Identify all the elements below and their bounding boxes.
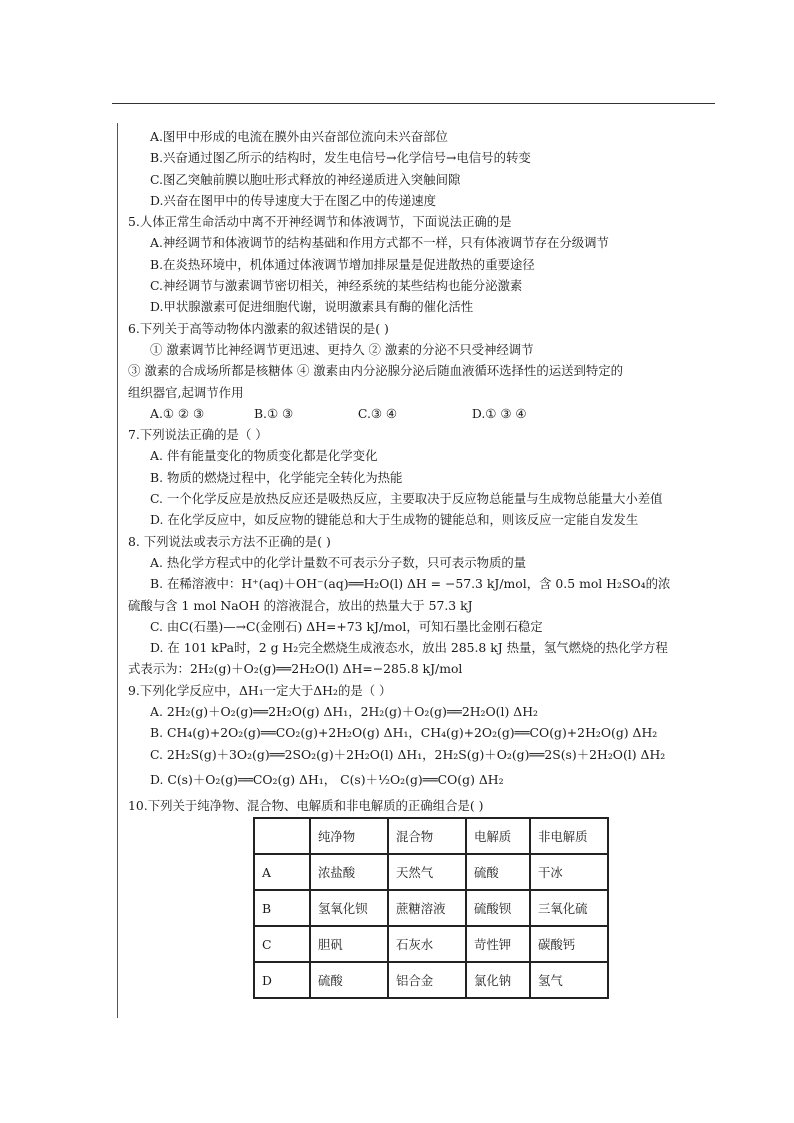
- question-8: 8. 下列说法或表示方法不正确的是( ): [128, 533, 331, 549]
- table-cell: D: [254, 962, 310, 998]
- table-cell: 三氧化硫: [530, 890, 608, 926]
- text-line: D. C(s)＋O₂(g)══CO₂(g) ΔH₁， C(s)＋½O₂(g)══CO(g) ΔH₂: [150, 771, 504, 787]
- table-row: [254, 890, 608, 926]
- text-line: C. 由C(石墨)—→C(金刚石) ΔH=+73 kJ/mol，可知石墨比金刚石稳定: [150, 618, 543, 634]
- q6-choice-c: C.③ ④: [357, 405, 398, 421]
- text-line: D.兴奋在图甲中的传导速度大于在图乙中的传递速度: [150, 192, 437, 208]
- question-6: 6.下列关于高等动物体内激素的叙述错误的是( ): [128, 320, 389, 336]
- text-line: 式表示为：2H₂(g)＋O₂(g)══2H₂O(l) ΔH=−285.8 kJ/mol: [128, 661, 463, 677]
- q6-choices: [128, 403, 718, 424]
- table-cell: A: [254, 854, 310, 890]
- text-line: D. 在化学反应中，如反应物的键能总和大于生成物的键能总和，则该反应一定能自发发生: [150, 512, 639, 528]
- text-line: B. 物质的燃烧过程中，化学能完全转化为热能: [150, 469, 403, 485]
- table-cell: 电解质: [466, 818, 530, 854]
- text-line: C. 2H₂S(g)＋3O₂(g)══2SO₂(g)＋2H₂O(l) ΔH₁，2H₂S(g)＋O₂(g)══2S(s)＋2H₂O(l) ΔH₂: [150, 746, 666, 762]
- table-cell: 硫酸钡: [466, 890, 530, 926]
- table-cell: 硫酸: [310, 962, 388, 998]
- text-line: B.在炎热环境中，机体通过体液调节增加排尿量是促进散热的重要途径: [150, 256, 535, 272]
- text-line: B.兴奋通过图乙所示的结构时，发生电信号→化学信号→电信号的转变: [150, 150, 531, 166]
- text-line: 组织器官,起调节作用: [128, 384, 244, 400]
- text-line: 硫酸与含 1 mol NaOH 的溶液混合，放出的热量大于 57.3 kJ: [128, 597, 473, 613]
- text-line: A. 热化学方程式中的化学计量数不可表示分子数，只可表示物质的量: [150, 554, 527, 570]
- table-cell: 氯化钠: [466, 962, 530, 998]
- text-line: A.图甲中形成的电流在膜外由兴奋部位流向未兴奋部位: [150, 129, 448, 144]
- top-rule: [112, 103, 715, 104]
- table-cell: B: [254, 890, 310, 926]
- q6-choice-a: A.① ② ③: [150, 405, 205, 421]
- table-cell: 氢气: [530, 962, 608, 998]
- table-cell: 碳酸钙: [530, 926, 608, 962]
- table-cell: 石灰水: [388, 926, 466, 962]
- text-line: A. 伴有能量变化的物质变化都是化学变化: [150, 448, 378, 464]
- answer-table: [253, 817, 609, 999]
- text-line: ① 激素调节比神经调节更迅速、更持久 ② 激素的分泌不只受神经调节: [150, 341, 534, 357]
- table-cell: 纯净物: [310, 818, 388, 854]
- table-cell: 混合物: [388, 818, 466, 854]
- table-row: [254, 962, 608, 998]
- text-line: B. 在稀溶液中：H⁺(aq)＋OH⁻(aq)══H₂O(l) ΔH = −57.3 kJ/mol，含 0.5 mol H₂SO₄的浓: [150, 576, 671, 592]
- table-cell: 硫酸: [466, 854, 530, 890]
- table-cell: 氢氧化钡: [310, 890, 388, 926]
- table-cell: 胆矾: [310, 926, 388, 962]
- table-cell: [254, 818, 310, 854]
- table-header-row: [254, 818, 608, 854]
- table-cell: 浓盐酸: [310, 854, 388, 890]
- table-cell: 蔗糖溶液: [388, 890, 466, 926]
- table-row: [254, 926, 608, 962]
- table-cell: 铝合金: [388, 962, 466, 998]
- table-cell: C: [254, 926, 310, 962]
- text-line: A.神经调节和体液调节的结构基础和作用方式都不一样，只有体液调节存在分级调节: [150, 235, 609, 251]
- table-cell: 非电解质: [530, 818, 608, 854]
- left-margin-rule: [117, 123, 118, 1018]
- text-line: A. 2H₂(g)＋O₂(g)══2H₂O(g) ΔH₁，2H₂(g)＋O₂(g)══2H₂O(l) ΔH₂: [150, 704, 538, 720]
- text-line: D.甲状腺激素可促进细胞代谢，说明激素具有酶的催化活性: [150, 299, 474, 315]
- text-line: D. 在 101 kPa时，2 g H₂完全燃烧生成液态水，放出 285.8 kJ 热量，氢气燃烧的热化学方程: [150, 640, 668, 656]
- table-cell: 苛性钾: [466, 926, 530, 962]
- text-line: ③ 激素的合成场所都是核糖体 ④ 激素由内分泌腺分泌后随血液循环选择性的运送到特定的: [128, 363, 624, 379]
- q6-choice-d: D.① ③ ④: [471, 405, 527, 421]
- question-9: 9.下列化学反应中，ΔH₁一定大于ΔH₂的是（ ）: [128, 682, 392, 698]
- question-5: 5.人体正常生命活动中离不开神经调节和体液调节，下面说法正确的是: [128, 214, 512, 230]
- table-cell: 干冰: [530, 854, 608, 890]
- question-7: 7.下列说法正确的是（ ）: [128, 427, 268, 443]
- page-content: [128, 126, 718, 816]
- text-line: C.图乙突触前膜以胞吐形式释放的神经递质进入突触间隙: [150, 171, 461, 187]
- q6-choice-b: B.① ③: [253, 405, 294, 421]
- text-line: C.神经调节与激素调节密切相关，神经系统的某些结构也能分泌激素: [150, 278, 523, 294]
- text-line: B. CH₄(g)+2O₂(g)══CO₂(g)+2H₂O(g) ΔH₁，CH₄(g)+2O₂(g)══CO(g)+2H₂O(g) ΔH₂: [150, 725, 658, 741]
- table-row: [254, 854, 608, 890]
- table-cell: 天然气: [388, 854, 466, 890]
- question-10: 10.下列关于纯净物、混合物、电解质和非电解质的正确组合是( ): [128, 797, 484, 813]
- text-line: C. 一个化学反应是放热反应还是吸热反应，主要取决于反应物总能量与生成物总能量大小差值: [150, 491, 663, 507]
